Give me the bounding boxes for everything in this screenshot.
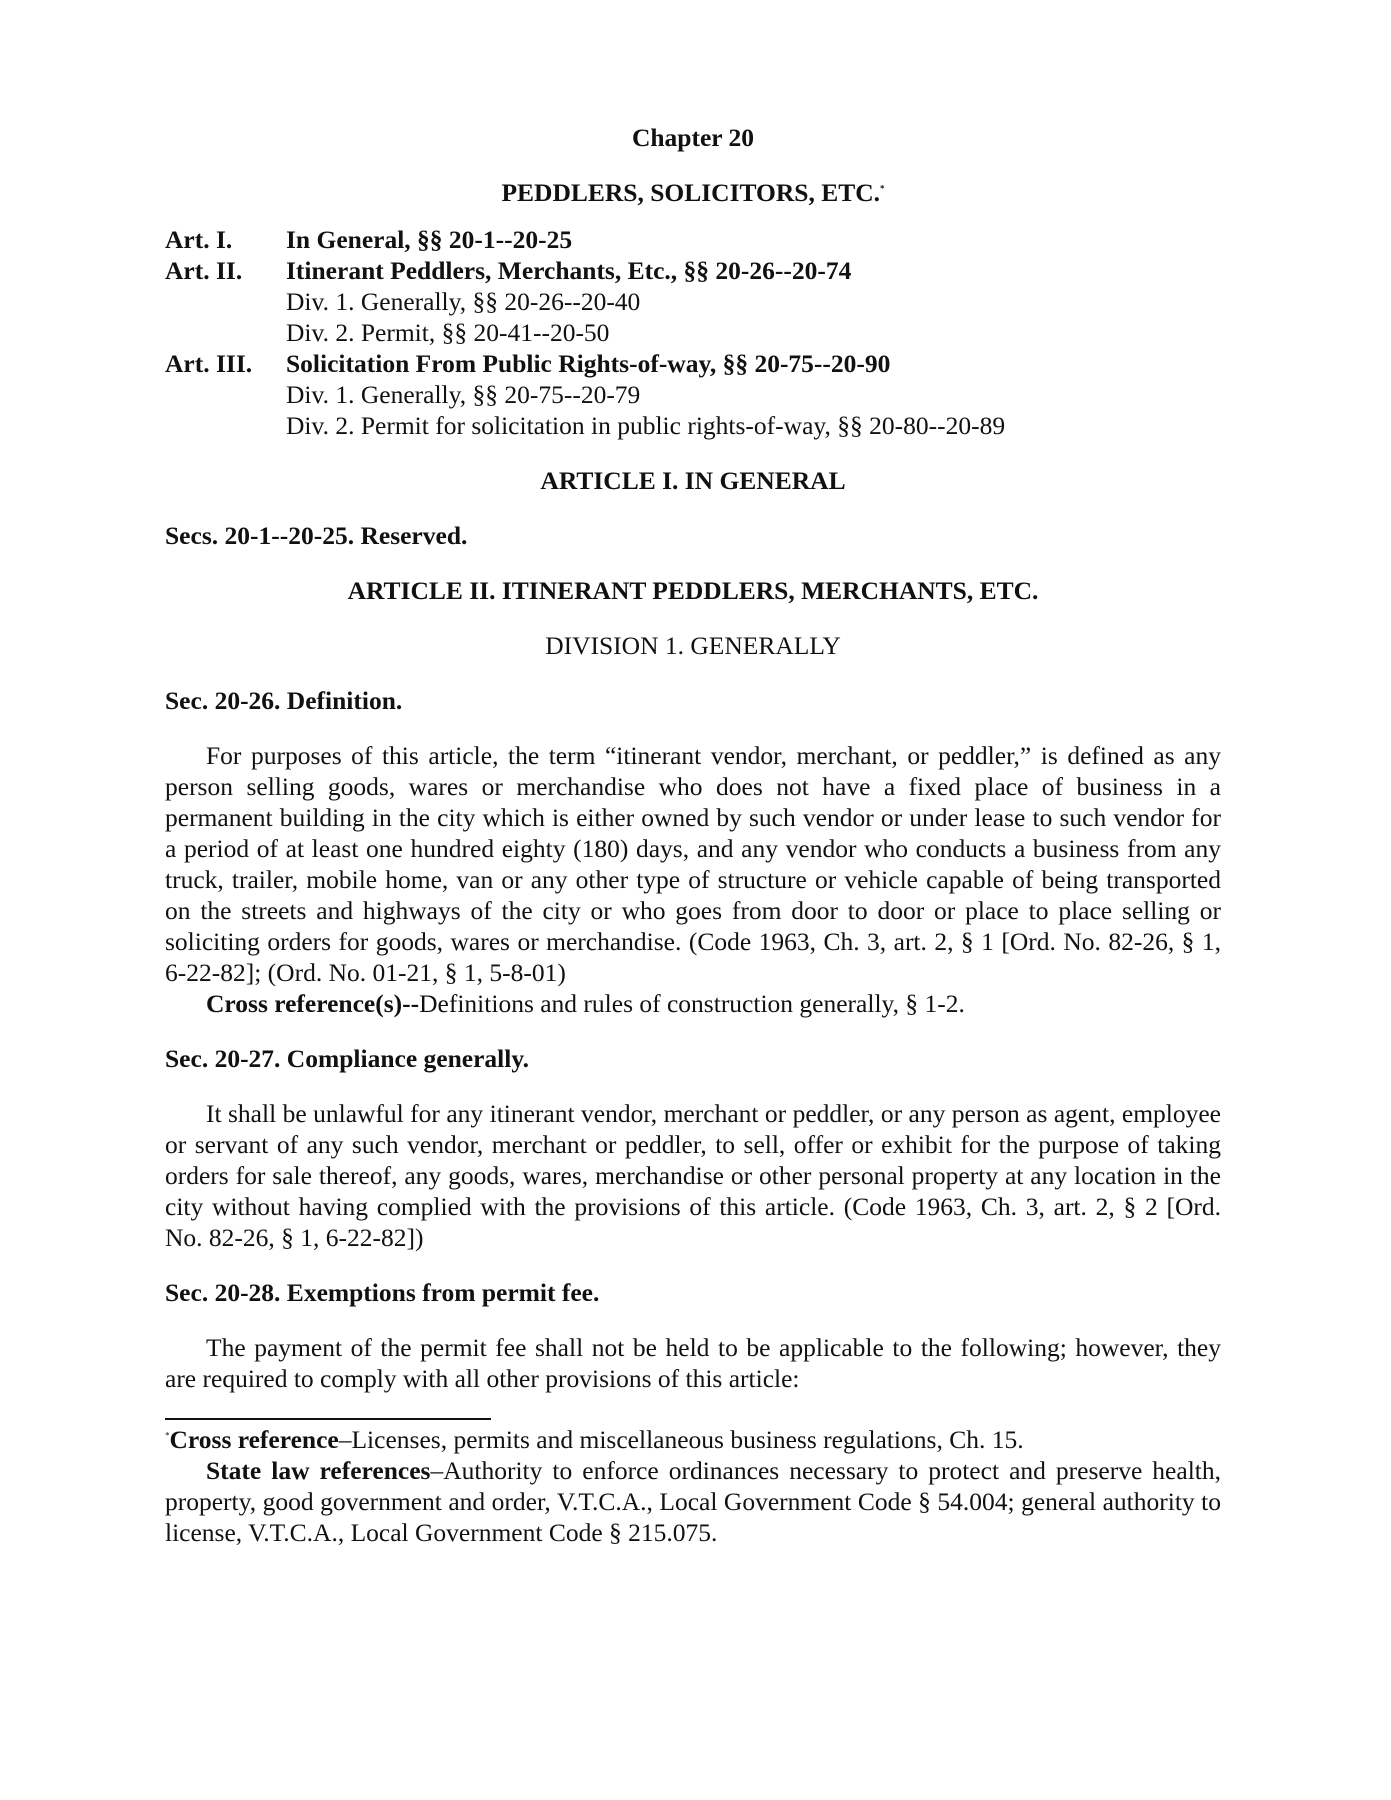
footnote-divider [165,1418,491,1420]
footnote-mark: * [880,183,885,194]
chapter-title-text: PEDDLERS, SOLICITORS, ETC. [501,178,881,207]
toc-article-number: Art. II. [165,256,243,285]
footnote-label: State law references [206,1456,431,1485]
footnote-label: Cross reference [169,1425,339,1454]
toc-article-title: Itinerant Peddlers, Merchants, Etc., §§ 20-26--20-74 [286,256,852,285]
toc-division: Div. 2. Permit for solicitation in public rights-of-way, §§ 20-80--20-89 [286,411,1006,440]
toc-article-number: Art. III. [165,349,253,378]
section-heading: Sec. 20-27. Compliance generally. [165,1044,530,1073]
footnote-text: –Licenses, permits and miscellaneous business regulations, Ch. 15. [338,1425,1024,1454]
toc-article-2 [165,255,1221,286]
section-body: The payment of the permit fee shall not be held to be applicable to the following; however, they are required to comply with all other provisions of this article: [165,1333,1221,1393]
cross-reference [206,988,1221,1019]
cross-reference-label: Cross reference(s)-- [206,989,420,1018]
toc-article-title: Solicitation From Public Rights-of-way, §§ 20-75--20-90 [286,349,891,378]
footnotes [165,1424,1221,1548]
toc-article-1 [165,224,1221,255]
section-heading: Sec. 20-28. Exemptions from permit fee. [165,1278,600,1307]
footnote-state-law [165,1455,1221,1548]
toc-article-title: In General, §§ 20-1--20-25 [286,225,573,254]
article-1-heading: ARTICLE I. IN GENERAL [540,466,846,495]
footnote-cross-reference [165,1424,1221,1455]
toc-division: Div. 1. Generally, §§ 20-26--20-40 [286,287,641,316]
footnote-text: –Authority to enforce ordinances necessary to protect and preserve health, property, good government and order, V.T.C.A., Local Government Code § 54.004; general authority to license, V.T.C.A., Local Government Code § 215.075. [165,1456,1221,1547]
article-2-heading: ARTICLE II. ITINERANT PEDDLERS, MERCHANTS, ETC. [347,576,1039,605]
chapter-title [165,177,1221,208]
footnote-mark: * [165,1430,170,1441]
toc-division: Div. 1. Generally, §§ 20-75--20-79 [286,380,641,409]
chapter-number: Chapter 20 [631,123,755,152]
toc-article-3 [165,348,1221,379]
cross-reference-text: Definitions and rules of construction generally, § 1-2. [419,989,965,1018]
toc-division: Div. 2. Permit, §§ 20-41--20-50 [286,318,610,347]
section-20-27 [165,1043,1221,1253]
toc-article-number: Art. I. [165,225,233,254]
document-page [165,122,1221,1548]
section-body: It shall be unlawful for any itinerant vendor, merchant or peddler, or any person as agent, employee or servant of any such vendor, merchant or peddler, to sell, offer or exhibit for the purpose of taking orders for sale thereof, any goods, wares, merchandise or other personal property at any location in the city without having complied with the provisions of this article. (Code 1963, Ch. 3, art. 2, § 2 [Ord. No. 82-26, § 1, 6-22-82]) [165,1099,1221,1252]
section-body: For purposes of this article, the term “itinerant vendor, merchant, or peddler,” is defined as any person selling goods, wares or merchandise who does not have a fixed place of business in a permanent building in the city which is either owned by such vendor or under lease to such vendor for a period of at least one hundred eighty (180) days, and any vendor who conducts a business from any truck, trailer, mobile home, van or any other type of structure or vehicle capable of being transported on the streets and highways of the city or who goes from door to door or place to place selling or soliciting orders for goods, wares or merchandise. (Code 1963, Ch. 3, art. 2, § 1 [Ord. No. 82-26, § 1, 6-22-82]; (Ord. No. 01-21, § 1, 5-8-01) [165,741,1221,987]
section-20-26 [165,685,1221,1019]
table-of-contents [165,224,1221,441]
section-heading: Sec. 20-26. Definition. [165,686,403,715]
section-20-28 [165,1277,1221,1394]
division-heading: DIVISION 1. GENERALLY [545,631,841,660]
reserved-sections: Secs. 20-1--20-25. Reserved. [165,521,468,550]
